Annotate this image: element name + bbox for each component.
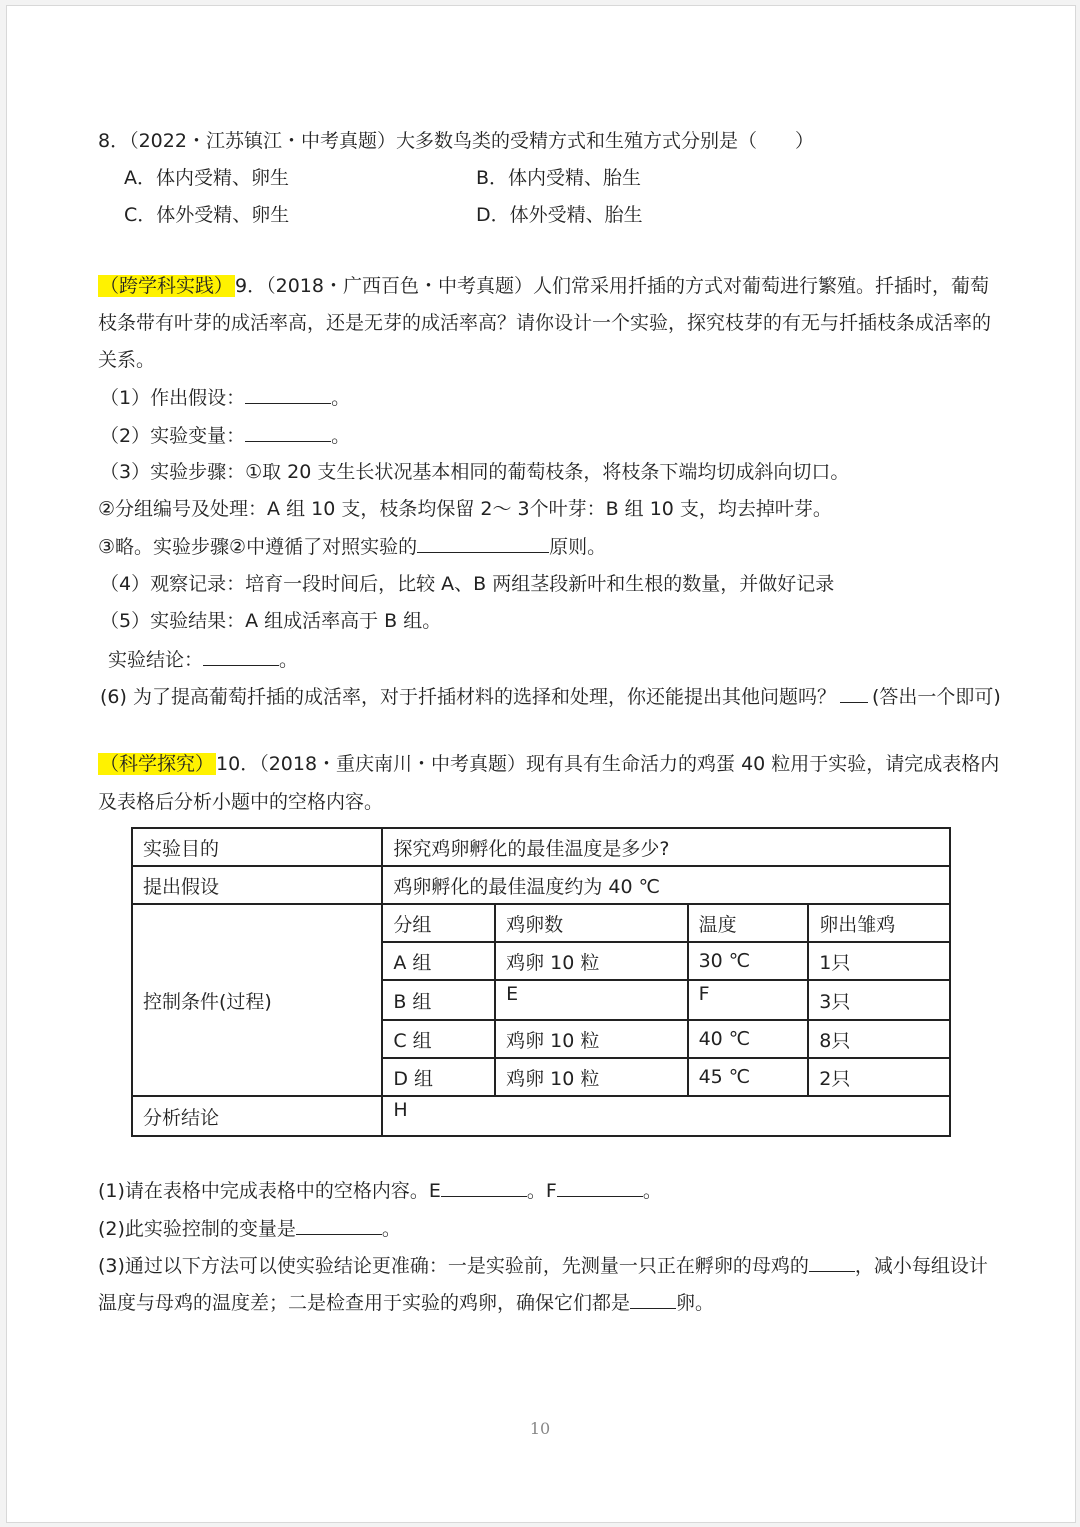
q9-tag: （跨学科实践） [100, 275, 234, 297]
q9-part3-step2: ②分组编号及处理：A 组 10 支，枝条均保留 2～ 3个叶芽：B 组 10 支，均去掉叶芽。 [98, 498, 832, 520]
q10-sub2: (2)此实验控制的变量是 。 [98, 1218, 401, 1240]
q10-stem-line1: （科学探究） 10．（2018・重庆南川・中考真题）现有具有生命活力的鸡蛋 40 粒用于实验，请完成表格内 [100, 753, 1000, 775]
header-chicks: 卵出雏鸡 [808, 904, 950, 942]
q9-part6: (6) 为了提高葡萄扦插的成活率，对于扦插材料的选择和处理，你还能提出其他问题吗？ (答出一个即可) [100, 686, 1001, 708]
blank-cell-h[interactable]: H [382, 1096, 950, 1136]
q9-part3: （3）实验步骤：①取 20 支生长状况基本相同的葡萄枝条，将枝条下端均切成斜向切口。 [100, 461, 850, 483]
hypothesis-label: 提出假设 [132, 866, 382, 904]
header-eggs: 鸡卵数 [495, 904, 688, 942]
answer-blank[interactable] [203, 647, 279, 666]
answer-blank[interactable] [557, 1178, 643, 1197]
hypothesis-value: 鸡卵孵化的最佳温度约为 40 ℃ [382, 866, 950, 904]
q10-sub3-line2: 温度与母鸡的温度差；二是检查用于实验的鸡卵，确保它们都是 卵。 [98, 1292, 715, 1314]
q10-sub1: (1)请在表格中完成表格中的空格内容。E 。F 。 [98, 1180, 662, 1202]
table-row [132, 904, 950, 942]
q8-option-c: C．体外受精、卵生 [124, 204, 290, 226]
q10-tag: （科学探究） [100, 753, 215, 775]
conclusion-label: 分析结论 [132, 1096, 382, 1136]
answer-blank[interactable] [809, 1253, 855, 1272]
answer-blank[interactable] [630, 1290, 676, 1309]
blank-cell-f[interactable]: F [688, 980, 809, 1020]
q8-option-b: B．体内受精、胎生 [476, 167, 642, 189]
table-row [132, 866, 950, 904]
q9-part2: （2）实验变量： 。 [100, 425, 351, 447]
q9-part3-step3: ③略。实验步骤②中遵循了对照实验的 原则。 [98, 536, 607, 558]
table-row: A 组 鸡卵 10 粒 30 ℃ 1只 [132, 942, 950, 980]
q9-part5: （5）实验结果：A 组成活率高于 B 组。 [100, 610, 442, 632]
table-row [132, 828, 950, 866]
answer-blank[interactable] [245, 385, 331, 404]
answer-blank[interactable] [441, 1178, 527, 1197]
purpose-value: 探究鸡卵孵化的最佳温度是多少? [382, 828, 950, 866]
experiment-table [131, 827, 951, 1137]
q9-stem-line2: 枝条带有叶芽的成活率高，还是无芽的成活率高？请你设计一个实验，探究枝芽的有无与扦插枝条成活率的 [98, 312, 992, 334]
q8-option-a: A．体内受精、卵生 [124, 167, 289, 189]
q9-part4: （4）观察记录：培育一段时间后，比较 A、B 两组茎段新叶和生根的数量，并做好记录 [100, 573, 835, 595]
answer-blank[interactable] [296, 1216, 382, 1235]
page-number: 10 [529, 1419, 551, 1438]
q9-conclusion: 实验结论： 。 [108, 649, 299, 671]
table-row: B 组 E F 3只 [132, 980, 950, 1020]
answer-blank[interactable] [245, 423, 331, 442]
table-row: D 组 鸡卵 10 粒 45 ℃ 2只 [132, 1058, 950, 1096]
purpose-label: 实验目的 [132, 828, 382, 866]
header-temperature: 温度 [688, 904, 809, 942]
q10-sub3-line1: (3)通过以下方法可以使实验结论更准确：一是实验前，先测量一只正在孵卵的母鸡的 ，减小每组设计 [98, 1255, 988, 1277]
answer-blank[interactable] [840, 684, 868, 703]
q8-stem: 8．（2022・江苏镇江・中考真题）大多数鸟类的受精方式和生殖方式分别是（ ） [98, 130, 814, 152]
table-row [132, 1096, 950, 1136]
table-row: C 组 鸡卵 10 粒 40 ℃ 8只 [132, 1020, 950, 1058]
blank-cell-e[interactable]: E [495, 980, 688, 1020]
q9-stem-line1: （跨学科实践） 9．（2018・广西百色・中考真题）人们常采用扦插的方式对葡萄进行繁殖。扦插时，葡萄 [100, 275, 989, 297]
header-group: 分组 [382, 904, 495, 942]
control-label: 控制条件(过程) [132, 904, 382, 1096]
q10-stem-line2: 及表格后分析小题中的空格内容。 [98, 791, 384, 813]
q9-part1: （1）作出假设： 。 [100, 387, 351, 409]
q9-stem-line3: 关系。 [98, 349, 156, 371]
answer-blank[interactable] [417, 534, 549, 553]
q8-option-d: D．体外受精、胎生 [476, 204, 643, 226]
